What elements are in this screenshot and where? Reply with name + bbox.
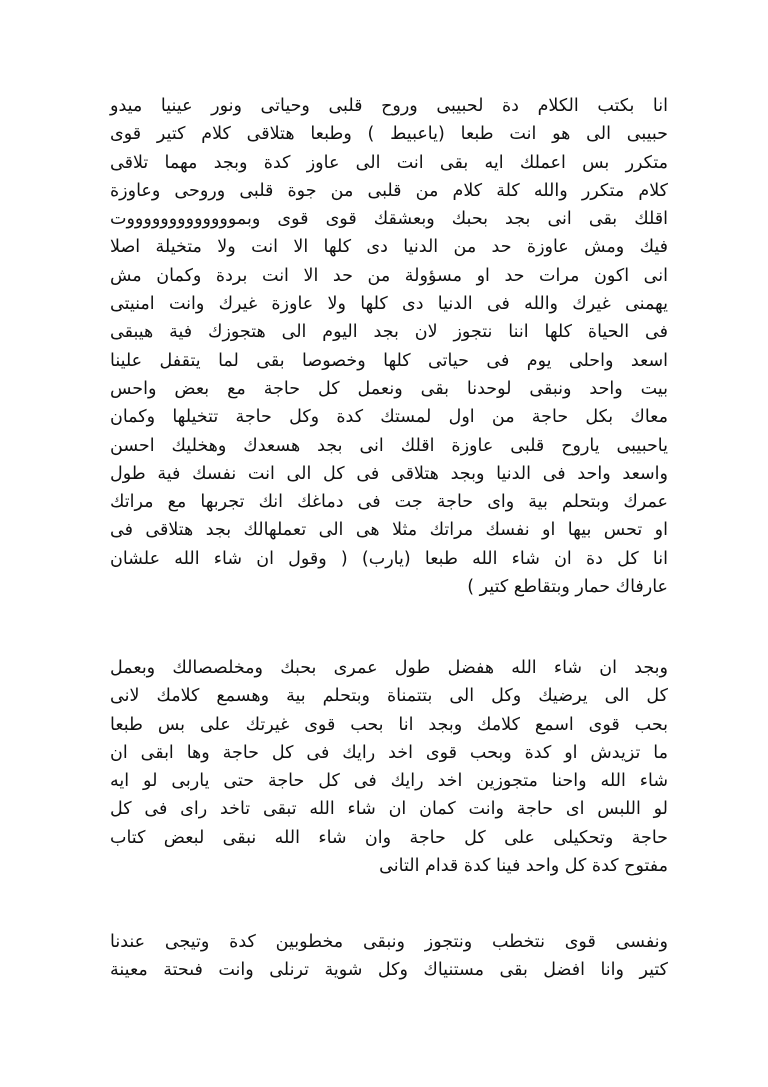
text-line: متكرر بس اعملك ايه بقى انت الى عاوز كدة وبجد مهما تلاقى — [110, 152, 668, 173]
text-line: كتير وانا افضل بقى مستنياك وكل شوية ترنلى وانت فىحتة معينة — [110, 960, 668, 981]
paragraph-2 — [110, 654, 668, 880]
text-line: عارفاك حمار وبتقاطع كتير ) — [467, 577, 668, 598]
text-line: يهمنى غيرك والله فى الدنيا دى كلها ولا عاوزة غيرك وانت امنيتى — [110, 294, 668, 315]
paragraph-1 — [110, 92, 668, 601]
text-line: كل الى يرضيك وكل الى بتتمناة وبتحلم بية وهسمع كلامك لانى — [110, 686, 668, 707]
text-line: ونفسى قوى نتخطب ونتجوز ونبقى مخطوبين كدة وتيجى عندنا — [110, 932, 668, 952]
text-line: اقلك بقى انى بجد بحبك وبعشقك قوى قوى وبموووووووووووووت — [110, 209, 668, 230]
text-line: معاك بكل حاجة من اول لمستك كدة وكل حاجة تتخيلها وكمان — [110, 407, 668, 428]
text-line: مفتوح كدة كل واحد فينا كدة قدام التانى — [379, 856, 668, 877]
text-line: او تحس بيها او نفسك مراتك مثلا هى الى تعملهالك بجد هتلاقى فى — [110, 520, 668, 541]
text-line: فيك ومش عاوزة حد من الدنيا دى كلها الا انت ولا متخيلة اصلا — [110, 237, 668, 258]
text-line: لو اللبس اى حاجة وانت كمان ان شاء الله تبقى تاخد راى فى كل — [110, 799, 668, 820]
text-line: واسعد واحد فى الدنيا وبجد هتلاقى فى كل الى انت نفسك فية طول — [110, 463, 668, 484]
text-line: عمرك وبتحلم بية واى حاجة جت فى دماغك انك تجربها مع مراتك — [110, 492, 668, 513]
text-line: وبجد ان شاء الله هفضل طول عمرى بحبك ومخلصصالك وبعمل — [110, 658, 668, 678]
text-line: انا بكتب الكلام دة لحبيبى وروح قلبى وحياتى ونور عينيا ميدو — [110, 96, 668, 116]
paragraph-3 — [110, 928, 668, 985]
text-line: شاء الله واحنا متجوزين اخد رايك فى كل حاجة حتى ياربى لو ايه — [110, 771, 668, 792]
text-line: انى اكون مرات حد او مسؤولة من حد الا انت بردة وكمان مش — [110, 265, 668, 286]
text-line: بحب قوى اسمع كلامك وبجد انا بحب قوى غيرتك على بس طبعا — [110, 714, 668, 735]
text-line: كلام متكرر والله كلة كلام من قلبى من جوة قلبى وروحى وعاوزة — [110, 180, 668, 201]
text-line: ياحبيبى ياروح قلبى عاوزة اقلك انى بجد هسعدك وهخليك احسن — [110, 435, 668, 456]
text-line: اسعد واحلى يوم فى حياتى كلها وخصوصا بقى لما يتقفل علينا — [110, 350, 668, 371]
text-line: انا كل دة ان شاء الله طبعا (يارب) ( وقول ان شاء الله علشان — [110, 548, 668, 569]
text-line: حاجة وتحكيلى على كل حاجة وان شاء الله نبقى لبعض كتاب — [110, 827, 668, 848]
text-line: حبيبى الى هو انت طبعا (ياعبيط ) وطبعا هتلاقى كلام كتير قوى — [110, 124, 668, 145]
text-line: بيت واحد ونبقى لوحدنا بقى ونعمل كل حاجة مع بعض واحس — [110, 378, 668, 399]
text-line: فى الحياة كلها اننا نتجوز لان بجد اليوم الى هتجوزك فية هيبقى — [110, 322, 668, 343]
text-line: ما تزيدش او كدة وبحب قوى اخد رايك فى كل حاجة وها ابقى ان — [110, 742, 668, 763]
